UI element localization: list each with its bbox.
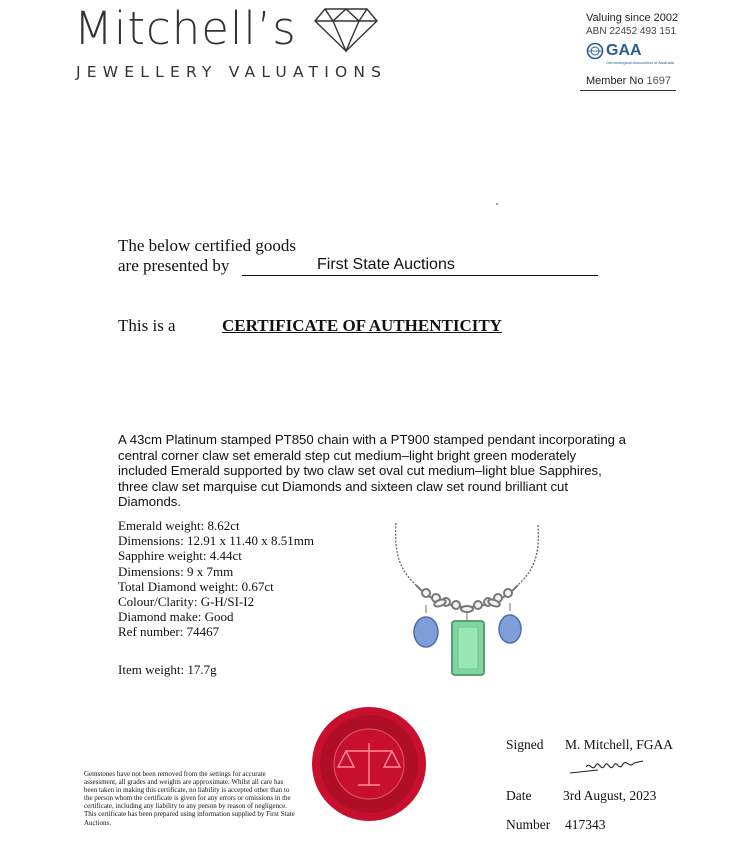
presenter-name: First State Auctions (317, 256, 455, 273)
certificate-title: CERTIFICATE OF AUTHENTICITY (222, 316, 502, 335)
diamond-logo-icon (313, 5, 379, 53)
item-weight: Item weight: 17.7g (118, 662, 217, 677)
spec-diamond-weight: Total Diamond weight: 0.67ct (118, 578, 274, 594)
member-value: 1697 (646, 75, 672, 87)
brand-subtitle: JEWELLERY VALUATIONS (76, 63, 388, 81)
header-rule (580, 90, 676, 91)
member-label: Member No (586, 75, 644, 87)
specs-list (118, 518, 314, 640)
intro-line-1: The below certified goods (118, 236, 296, 255)
intro-line-2: are presented by (118, 256, 230, 275)
item-description: A 43cm Platinum stamped PT850 chain with a PT900 stamped pendant incorporating a central corner claw set emerald step cut medium–light bright green moderately included Emerald supported by two claw set oval cut medium–light blue Sapphires, three claw set marquise cut Diamonds and sixteen claw set round brilliant cut Diamonds. (118, 432, 627, 509)
spec-diamond-make: Diamond make: Good (118, 609, 234, 625)
spec-ref-number: Ref number: 74467 (118, 624, 220, 640)
abn-number: ABN 22452 493 151 (586, 26, 677, 37)
presenter-field (242, 256, 598, 276)
spec-colour-clarity: Colour/Clarity: G-H/SI-I2 (118, 594, 255, 610)
date-value: 3rd August, 2023 (563, 788, 657, 803)
member-number (586, 75, 671, 87)
valuing-since: Valuing since 2002 (586, 12, 679, 24)
gaa-logo-text: GAA (606, 42, 642, 59)
date-label: Date (506, 788, 532, 803)
gaa-logo-small: Gemmological Association of Australia (606, 60, 674, 65)
scales-of-justice-seal-icon (310, 705, 428, 823)
number-value: 417343 (565, 817, 606, 832)
spec-emerald-dimensions: Dimensions: 12.91 x 11.40 x 8.51mm (118, 533, 314, 549)
number-label: Number (506, 817, 551, 832)
certificate-prefix: This is a (118, 316, 176, 335)
signed-value: M. Mitchell, FGAA (565, 737, 673, 752)
necklace-photo (380, 515, 560, 685)
spec-sapphire-dimensions: Dimensions: 9 x 7mm (118, 563, 234, 579)
spec-emerald-weight: Emerald weight: 8.62ct (118, 518, 240, 533)
brand-name: Mitchell’s (74, 2, 297, 55)
disclaimer-text: Gemstones have not been removed from the settings for accurate assessment, all grades and weights are approximate. Whilst all care has been taken in making this certificate, no liability is accepted other than to the person whom the certificate is given for any errors or omissions in the certificate, including any liability to any person by reason of negligence. This certificate has been prepared using information supplied by First State Auctions. (84, 770, 295, 827)
handwritten-signature (568, 757, 648, 779)
spec-sapphire-weight: Sapphire weight: 4.44ct (118, 548, 242, 564)
gaa-globe-icon (586, 42, 604, 60)
signed-label: Signed (506, 737, 544, 752)
speck (496, 203, 498, 205)
